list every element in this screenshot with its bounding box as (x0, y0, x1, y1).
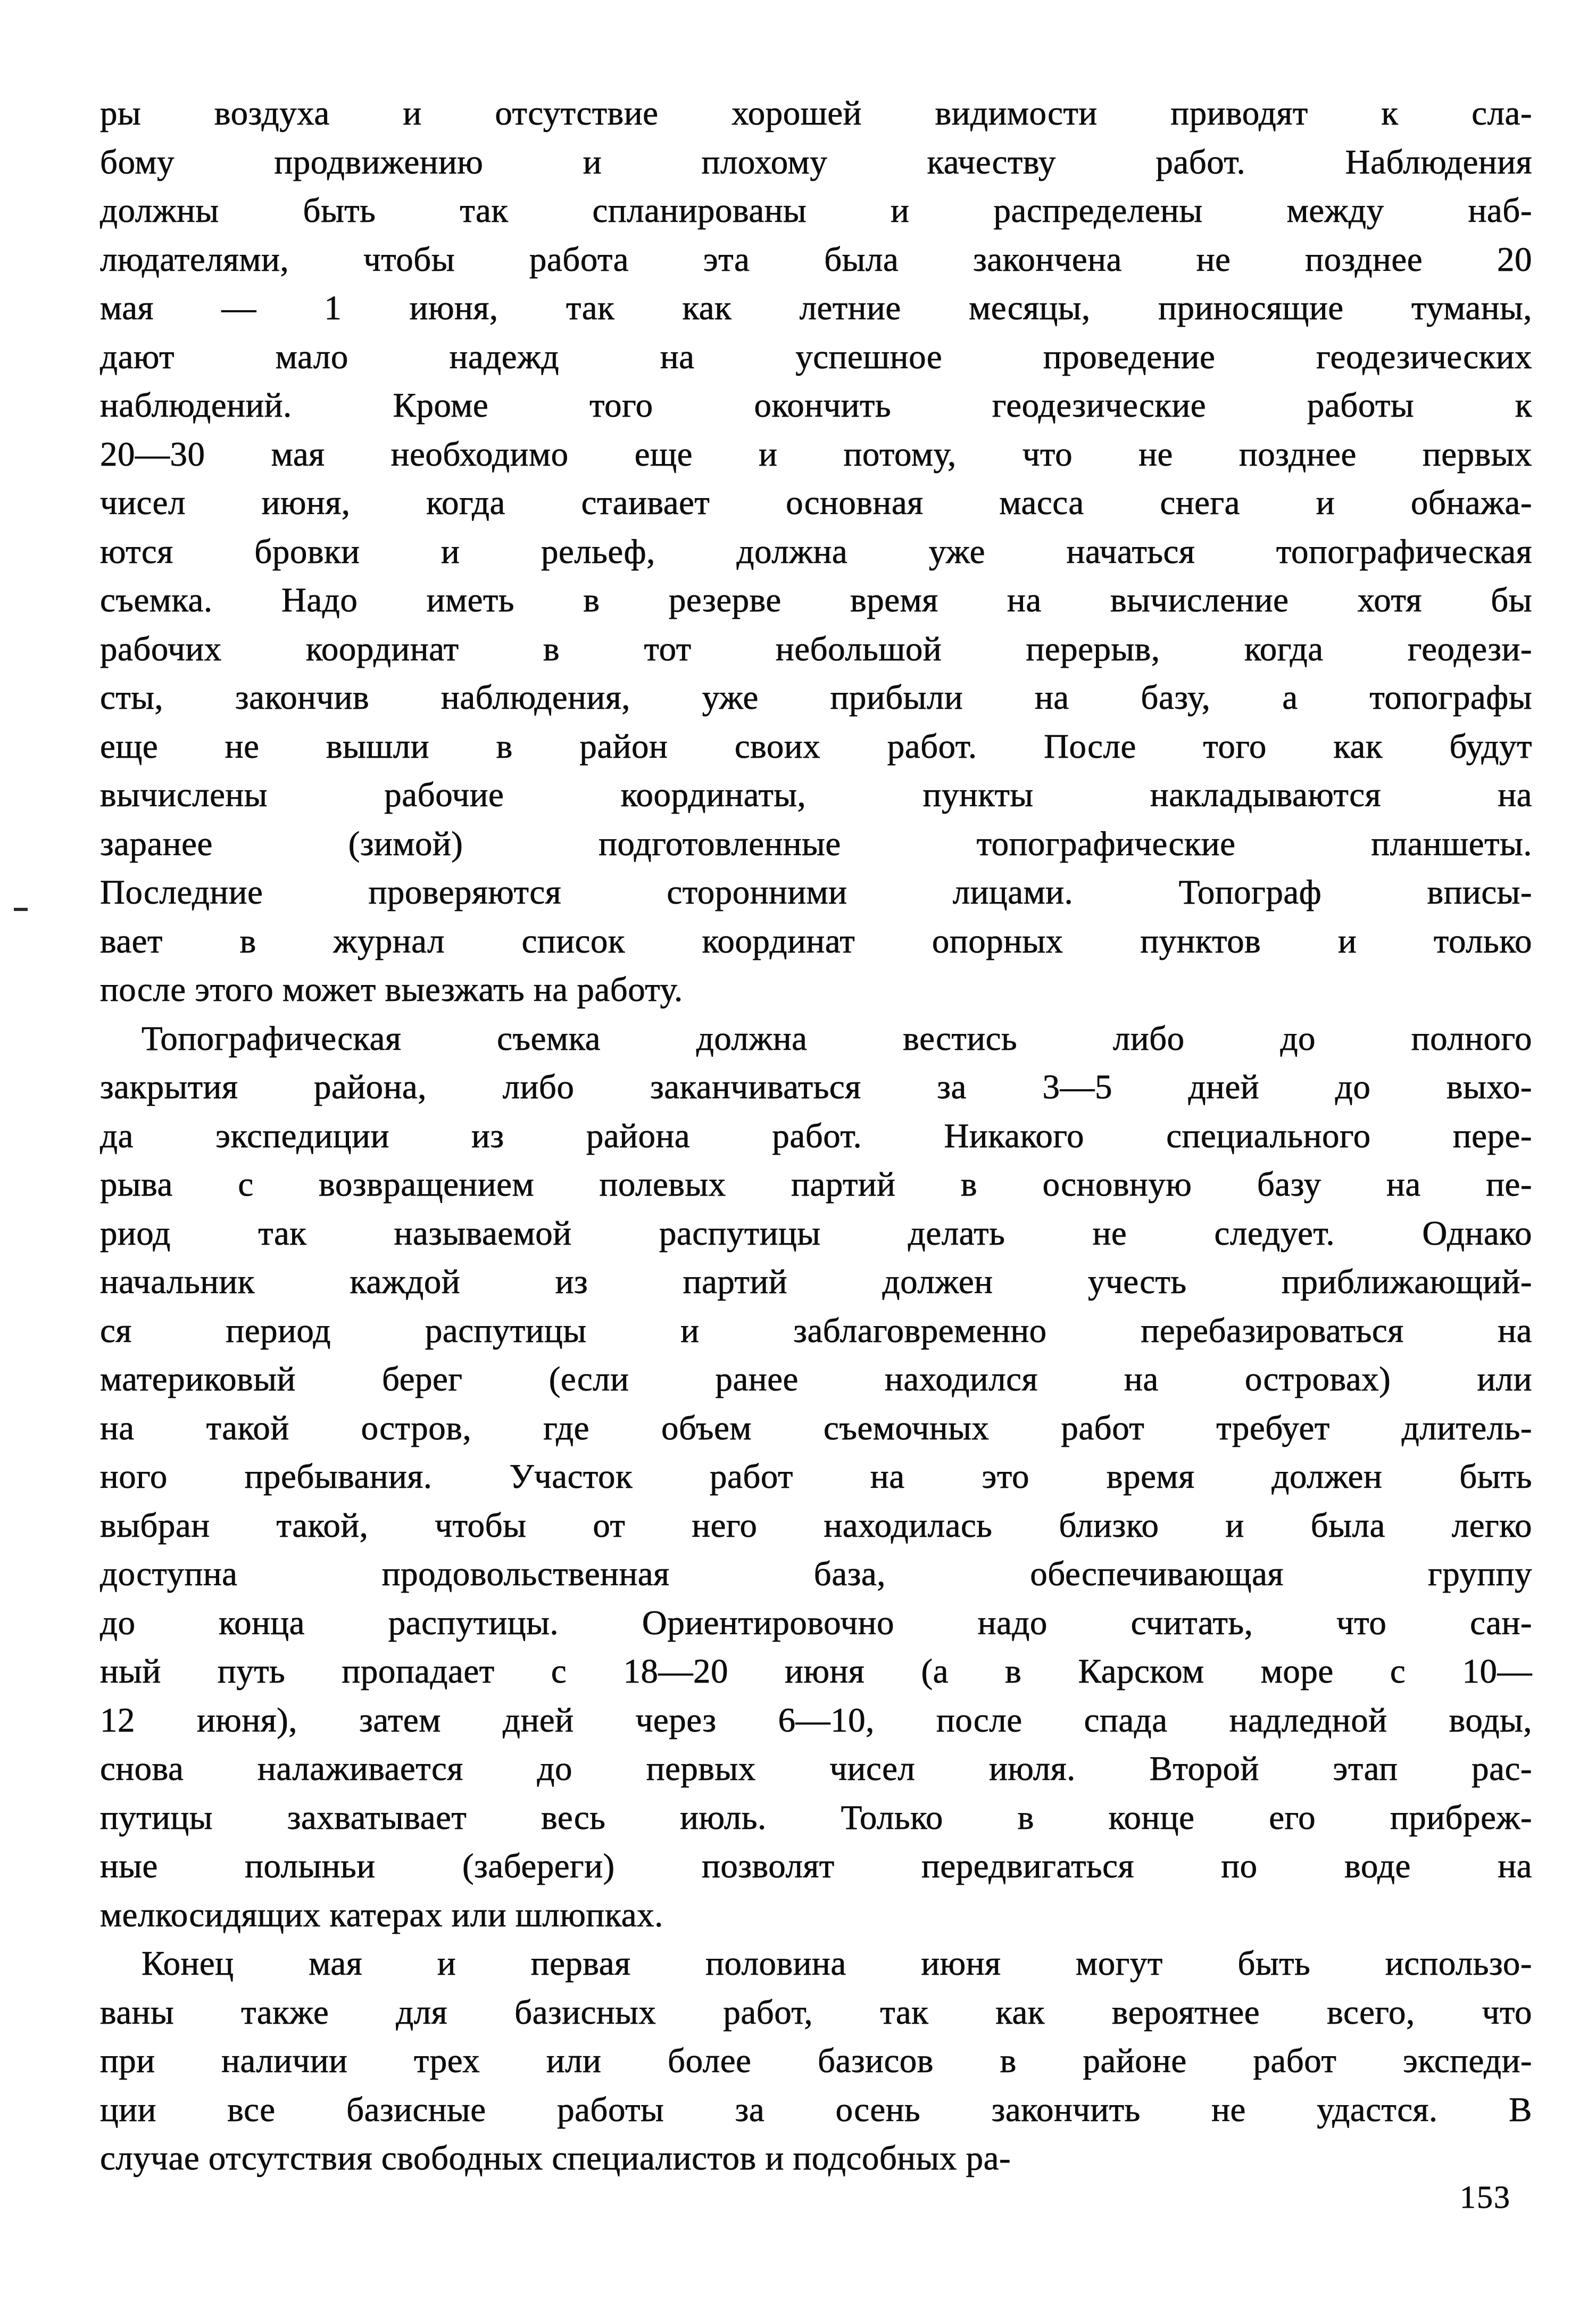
text-line: съемка. Надо иметь в резерве время на вычисление хотя бы (100, 581, 1532, 619)
text-line: случае отсутствия свободных специалистов и подсобных ра- (100, 2139, 1011, 2177)
text-line: материковый берег (если ранее находился на островах) или (100, 1360, 1532, 1398)
text-line: мая — 1 июня, так как летние месяцы, приносящие туманы, (100, 289, 1532, 327)
text-line: на такой остров, где объем съемочных работ требует длитель- (100, 1409, 1532, 1447)
text-line: Последние проверяются сторонними лицами. Топограф вписы- (100, 873, 1532, 912)
text-line: путицы захватывает весь июль. Только в конце его прибреж- (100, 1798, 1532, 1837)
text-line: Топографическая съемка должна вестись либо до полного (142, 1019, 1532, 1058)
text-line: при наличии трех или более базисов в районе работ экспеди- (100, 2042, 1532, 2080)
text-line: после этого может выезжать на работу. (100, 971, 683, 1009)
text-line: закрытия района, либо заканчиваться за 3—5 дней до выхо- (100, 1068, 1532, 1106)
text-line: мелкосидящих катерах или шлюпках. (100, 1895, 663, 1934)
text-line: Конец мая и первая половина июня могут быть использо- (142, 1944, 1532, 1983)
text-line: риод так называемой распутицы делать не следует. Однако (100, 1214, 1532, 1253)
text-line: сты, закончив наблюдения, уже прибыли на базу, а топографы (100, 678, 1532, 717)
text-line: 12 июня), затем дней через 6—10, после спада надледной воды, (100, 1701, 1532, 1740)
text-line: бому продвижению и плохому качеству работ. Наблюдения (100, 143, 1532, 181)
text-line: дают мало надежд на успешное проведение геодезических (100, 337, 1532, 376)
text-line: должны быть так спланированы и распределены между наб- (100, 192, 1532, 230)
text-line: ся период распутицы и заблаговременно перебазироваться на (100, 1311, 1532, 1350)
text-line: чисел июня, когда стаивает основная масса снега и обнажа- (100, 484, 1532, 522)
text-line: рыва с возвращением полевых партий в основную базу на пе- (100, 1165, 1532, 1204)
text-line: ры воздуха и отсутствие хорошей видимости приводят к сла- (100, 94, 1532, 133)
text-line: заранее (зимой) подготовленные топографические планшеты. (100, 824, 1532, 863)
text-line: снова налаживается до первых чисел июля. Второй этап рас- (100, 1750, 1532, 1788)
text-line: наблюдений. Кроме того окончить геодезические работы к (100, 386, 1532, 425)
text-line: 20—30 мая необходимо еще и потому, что не позднее первых (100, 435, 1532, 474)
text-line: рабочих координат в тот небольшой перерыв, когда геодези- (100, 630, 1532, 668)
text-line: ного пребывания. Участок работ на это время должен быть (100, 1458, 1532, 1496)
page-number: 153 (1460, 2180, 1511, 2215)
text-line: до конца распутицы. Ориентировочно надо считать, что сан- (100, 1603, 1532, 1642)
text-line: выбран такой, чтобы от него находилась близко и была легко (100, 1506, 1532, 1545)
text-line: ваны также для базисных работ, так как вероятнее всего, что (100, 1993, 1532, 2032)
text-line: доступна продовольственная база, обеспечивающая группу (100, 1555, 1532, 1593)
text-line: да экспедиции из района работ. Никакого специального пере- (100, 1116, 1532, 1155)
text-line: ные полыньи (забереги) позволят передвигаться по воде на (100, 1847, 1532, 1885)
text-line: начальник каждой из партий должен учесть приближающий- (100, 1263, 1532, 1301)
text-line: еще не вышли в район своих работ. После того как будут (100, 727, 1532, 766)
text-line: вает в журнал список координат опорных пунктов и только (100, 922, 1532, 960)
text-line: людателями, чтобы работа эта была закончена не позднее 20 (100, 240, 1532, 279)
text-line: ются бровки и рельеф, должна уже начаться топографическая (100, 532, 1532, 571)
text-line: ции все базисные работы за осень закончить не удастся. В (100, 2090, 1532, 2129)
scan-artifact-mark (14, 908, 28, 911)
text-line: ный путь пропадает с 18—20 июня (а в Карском море с 10— (100, 1652, 1532, 1691)
text-block (100, 89, 1532, 2183)
text-line: вычислены рабочие координаты, пункты накладываются на (100, 776, 1532, 814)
